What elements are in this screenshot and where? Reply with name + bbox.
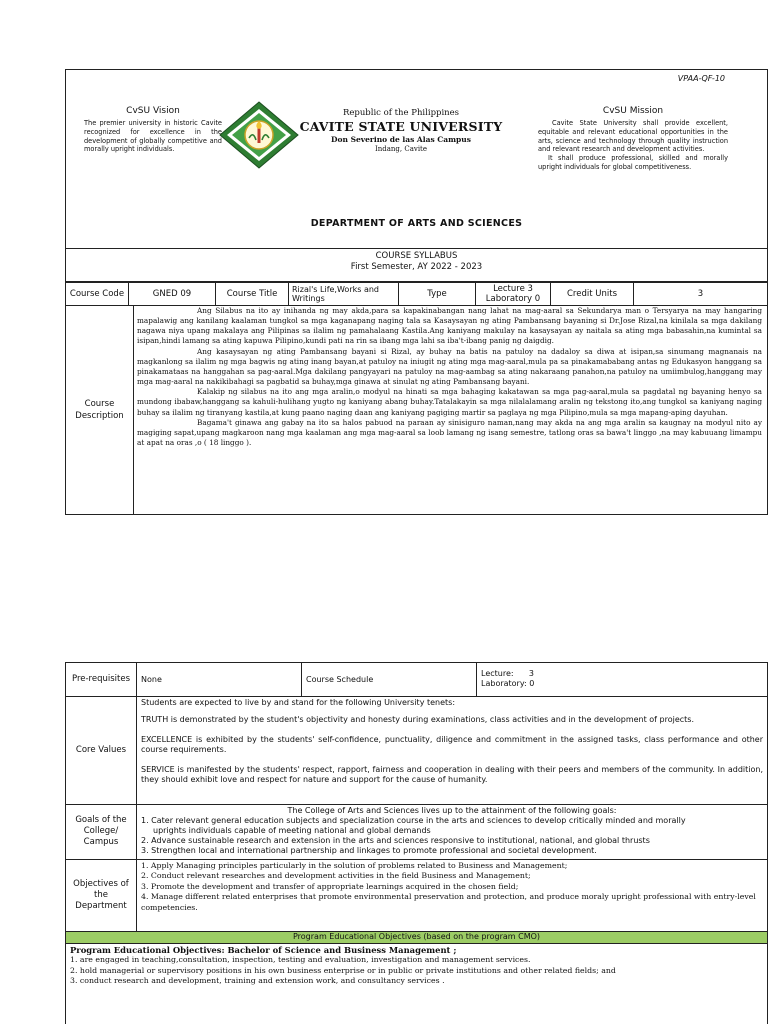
schedule-laboratory: Laboratory: 0 (481, 679, 535, 689)
goal-item-continued: uprights individuals capable of meeting national and global demands (153, 825, 431, 835)
course-schedule-label: Course Schedule (302, 663, 477, 696)
objectives-label: Objectives of the Department (66, 859, 137, 931)
goals-title: The College of Arts and Sciences lives up to the attainment of the following goals: (287, 805, 617, 815)
goals-label: Goals of the College/ Campus (66, 804, 137, 859)
peo-item: 2. hold managerial or supervisory positions in his own business enterprise or in public or private institutions and other related fields; and (70, 965, 616, 975)
course-schedule-value (477, 663, 768, 696)
course-description-label: Course Description (66, 305, 134, 515)
syllabus-title: COURSE SYLLABUS (375, 251, 458, 261)
laboratory-hours: Laboratory 0 (485, 294, 541, 304)
objective-item: 1. Apply Managing principles particularly in the solution of problems related to Business and Management; (141, 860, 568, 870)
prerequisites-label: Pre-requisites (66, 663, 137, 696)
prerequisites-value: None (137, 663, 302, 696)
goal-item: 2. Advance sustainable research and extension in the arts and sciences responsive to institutional, national, and global thrusts (141, 835, 650, 845)
mission-section (538, 106, 728, 172)
course-description-row (66, 305, 767, 515)
course-info-table (66, 282, 767, 306)
mission-title: CvSU Mission (602, 106, 664, 116)
syllabus-details-table (66, 663, 767, 1023)
course-description-text (137, 306, 762, 448)
objectives-text (137, 859, 768, 931)
town-name: Indang, Cavite (374, 145, 428, 153)
core-value-truth: TRUTH is demonstrated by the student's objectivity and honesty during examinations, class activities and in the development of projects. (141, 715, 695, 724)
syllabus-heading (66, 248, 767, 282)
goals-text (137, 804, 768, 859)
core-value-excellence: EXCELLENCE is exhibited by the students' self-confidence, punctuality, diligence and commitment in the assigned tasks, class performance and other course requirements. (141, 734, 763, 754)
objective-item: 2. Conduct relevant researches and development activities in the field Business and Management; (141, 871, 531, 880)
vision-text: The premier university in historic Cavite recognized for excellence in the development of globally competitive and morally upright individuals. (84, 119, 222, 154)
peo-content (66, 943, 767, 1023)
republic-text: Republic of the Philippines (342, 108, 460, 118)
cvsu-seal-logo (218, 100, 300, 170)
department-title: DEPARTMENT OF ARTS AND SCIENCES (310, 218, 523, 229)
lecture-lab-value (476, 283, 551, 306)
course-code-label: Course Code (66, 283, 129, 306)
description-paragraph: Ang kasaysayan ng ating Pambansang bayani si Rizal, ay buhay na batis na patuloy na dadaloy sa diwa at isipan,sa sinumang magnanais na magkanlong sa ilalim ng mga bagwis ng ating inang bayan,at patuloy na iniugit ng ating mga mag-aaral,mula pa sa pinakamababang antas ng Edukasyon hanggang sa pinakamataas na hanggahan sa pag-aaral.Mga dakilang pangyayari na patuloy na mag-aambag sa ating nakaraang panahon,na patuloy na umiimbulog,hanggang may mga mag-aaral na nakikibahagi sa pagbatid sa buhay,mga ginawa at sinulat ng ating Pambansang bayani. (137, 346, 762, 387)
lecture-hours: Lecture 3 (493, 284, 533, 294)
core-values-intro: Students are expected to live by and stand for the following University tenets: (141, 697, 456, 707)
objective-item: 3. Promote the development and transfer of appropriate learnings acquired in the chosen field; (141, 881, 519, 891)
campus-name: Don Severino de las Alas Campus (331, 135, 471, 144)
vision-title: CvSU Vision (126, 106, 180, 116)
peo-item: 1. are engaged in teaching,consultation, inspection, testing and evaluation, investigation and management services. (70, 955, 531, 965)
form-code: VPAA-QF-10 (677, 74, 725, 83)
peo-item: 3. conduct research and development, training and extension work, and consultancy services . (70, 976, 445, 986)
credit-units-label: Credit Units (551, 283, 634, 306)
description-paragraph: Ang Silabus na ito ay inihanda ng may akda,para sa kapakinabangan nang lahat na mag-aaral sa Sekundarya man o Tersyarya na may hangaring mapalawig ang kanilang kaalaman tungkol sa mga kaganapang naging tala sa Kasaysayan ng ating Pambansang bayaning si Dr.Jose Rizal,na kinilala sa mga dakilang nagawa niya upang makalaya ang Pilipinas sa ilalim ng pamahalaang Kastila.Ang kaniyang makulay na kasaysayan ay naitala sa ating mga babasahin,na kumintal sa isipan,hindi lamang sa ating kapuwa Pilipino,kundi pati na rin sa ibang mga lahi sa iba't-ibang panig ng daigdig. (137, 306, 762, 346)
mission-paragraph: Cavite State University shall provide excellent, equitable and relevant educational opportunities in the arts, science and technology through quality instruction and relevant research and development activities. (538, 119, 728, 154)
course-title-value: Rizal's Life,Works and Writings (289, 283, 399, 306)
description-paragraph: Bagama't ginawa ang gabay na ito sa halos pabuod na paraan ay sinisiguro naman,nang may akda na ang mga aralin sa kaugnay na modyul nito ay magiging sapat,upang magkaroon nang mga kaalaman ang mga mag-aaral sa loob lamang ng isang semestre, tatlong oras sa bawa't linggo ,na may kabuuang limampu at apat na oras ,o ( 18 linggo ). (137, 417, 762, 448)
type-label: Type (399, 283, 476, 306)
university-name: CAVITE STATE UNIVERSITY (299, 119, 503, 134)
syllabus-page-2 (65, 662, 768, 1024)
peo-title: Program Educational Objectives: Bachelor of Science and Business Management ; (70, 944, 457, 955)
schedule-lecture: Lecture: 3 (481, 669, 534, 679)
course-code-value: GNED 09 (129, 283, 216, 306)
document-header (66, 70, 767, 249)
mission-paragraph: It shall produce professional, skilled and morally upright individuals for global competitiveness. (538, 154, 728, 171)
semester-text: First Semester, AY 2022 - 2023 (350, 262, 483, 272)
peo-header: Program Educational Objectives (based on the program CMO) (66, 931, 767, 943)
core-value-service: SERVICE is manifested by the students' respect, rapport, fairness and cooperation in dealing with their peers and members of the community. In addition, they should exhibit love and respect for nature and support for the cause of humanity. (141, 764, 763, 784)
mission-text (538, 119, 728, 172)
vision-section (84, 106, 222, 154)
university-heading (294, 108, 508, 153)
credit-units-value: 3 (634, 283, 768, 306)
description-paragraph: Kalakip ng silabus na ito ang mga aralin,o modyul na hinati sa mga bahaging kakatawan sa mga pag-aaral,mula sa pagdatal ng bayaning henyo sa mundong ibabaw,hanggang sa kahuli-hulihang yugto ng kaniyang abang buhay.Tatalakayin sa mga nilalalamang aralin ng tekstong ito,ang tungkol sa kaniyang naging buhay sa ilalim ng tiranyang kastila,at kung paano naging daan ang kaniyang pagiging martir sa paglaya ng mga Pilipino,mula sa mga mapang-aping dayuhan. (137, 387, 762, 417)
syllabus-page-1 (65, 69, 768, 515)
goal-item: 1. Cater relevant general education subjects and specialization course in the arts and sciences to develop critically minded and morally (141, 815, 686, 825)
core-values-text (137, 696, 768, 804)
core-values-label: Core Values (66, 696, 137, 804)
course-title-label: Course Title (216, 283, 289, 306)
goal-item: 3. Strengthen local and international partnership and linkages to promote professional and societal development. (141, 845, 597, 855)
objective-item: 4. Manage different related enterprises that promote environmental preservation and protection, and produce moraly upright professional with entry-level competencies. (141, 892, 756, 912)
